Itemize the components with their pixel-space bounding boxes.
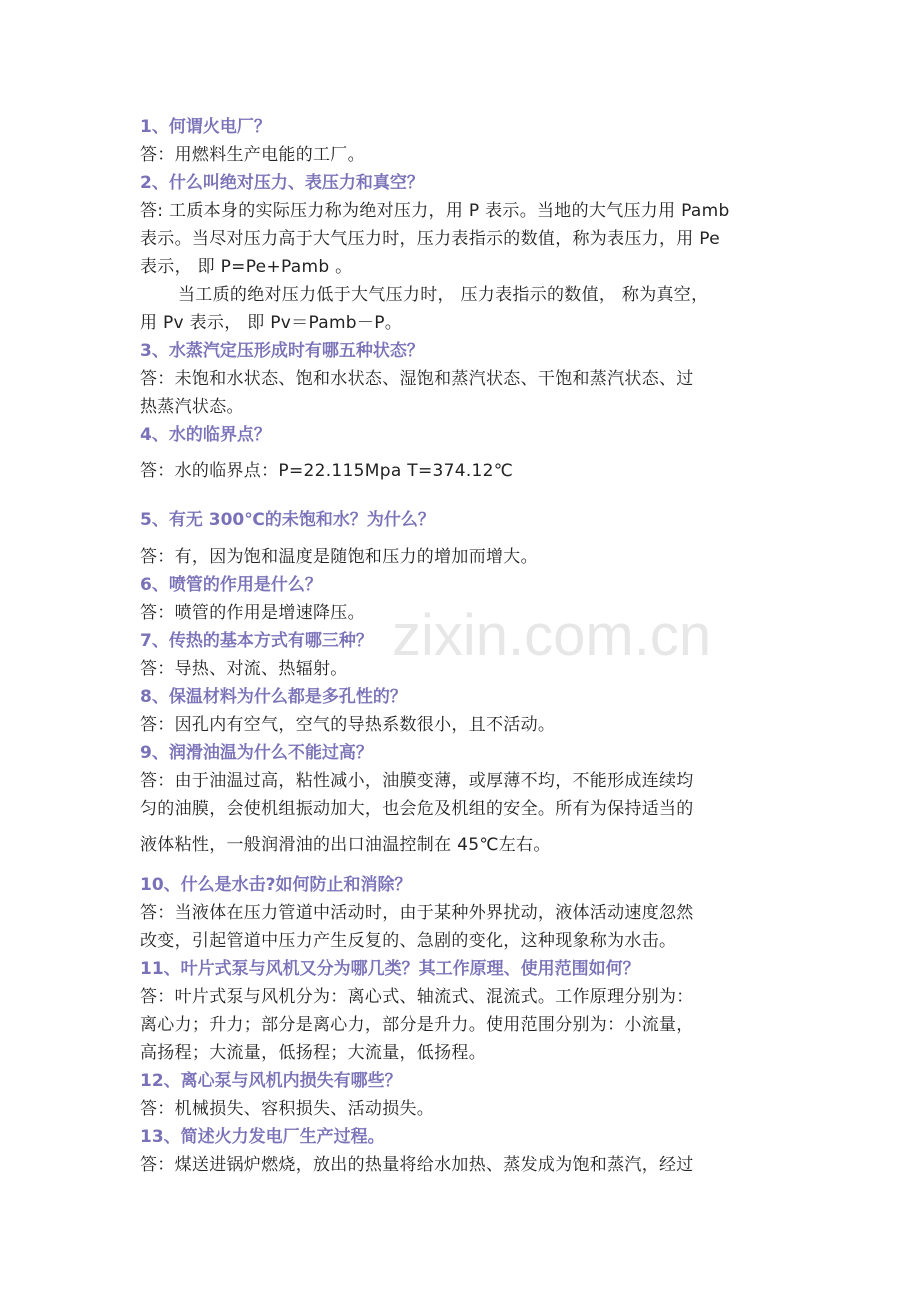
answer-11-line-1: 答：叶片式泵与风机分为：离心式、轴流式、混流式。工作原理分别为： — [140, 987, 694, 1007]
answer-2-line-1: 答: 工质本身的实际压力称为绝对压力，用 P 表示。当地的大气压力用 Pamb — [140, 201, 730, 221]
question-8: 8、保温材料为什么都是多孔性的？ — [140, 687, 407, 707]
answer-9-line-3: 液体粘性，一般润滑油的出口油温控制在 45℃左右。 — [140, 835, 551, 855]
question-6: 6、喷管的作用是什么？ — [140, 575, 322, 595]
question-1: 1、何谓火电厂？ — [140, 117, 271, 137]
answer-11-line-2: 离心力；升力；部分是离心力，部分是升力。使用范围分别为：小流量， — [140, 1015, 694, 1035]
watermark: zixin.com.cn — [392, 603, 712, 668]
answer-8: 答：因孔内有空气，空气的导热系数很小，且不活动。 — [140, 715, 556, 735]
answer-12: 答：机械损失、容积损失、活动损失。 — [140, 1099, 435, 1119]
answer-2-line-2: 表示。当尽对压力高于大气压力时，压力表指示的数值，称为表压力，用 Pe — [140, 229, 721, 249]
answer-2-line-5: 用 Pv 表示， 即 Pv＝Pamb－P。 — [140, 313, 403, 333]
question-11: 11、叶片式泵与风机又分为哪几类？其工作原理、使用范围如何？ — [140, 959, 640, 979]
answer-5: 答：有，因为饱和温度是随饱和压力的增加而增大。 — [140, 547, 538, 567]
question-3: 3、水蒸汽定压形成时有哪五种状态？ — [140, 341, 424, 361]
answer-10-line-2: 改变，引起管道中压力产生反复的、急剧的变化，这种现象称为水击。 — [140, 931, 677, 951]
question-7: 7、传热的基本方式有哪三种？ — [140, 631, 373, 651]
question-2: 2、什么叫绝对压力、表压力和真空？ — [140, 173, 424, 193]
answer-3-line-1: 答：未饱和水状态、饱和水状态、湿饱和蒸汽状态、干饱和蒸汽状态、过 — [140, 369, 694, 389]
answer-13-line-1: 答：煤送进锅炉燃烧，放出的热量将给水加热、蒸发成为饱和蒸汽，经过 — [140, 1155, 694, 1175]
answer-3-line-2: 热蒸汽状态。 — [140, 397, 244, 417]
answer-6: 答：喷管的作用是增速降压。 — [140, 603, 365, 623]
answer-9-line-2: 匀的油膜，会使机组振动加大，也会危及机组的安全。所有为保持适当的 — [140, 799, 694, 819]
answer-7: 答：导热、对流、热辐射。 — [140, 659, 348, 679]
answer-11-line-3: 高扬程；大流量，低扬程；大流量，低扬程。 — [140, 1043, 486, 1063]
question-13: 13、简述火力发电厂生产过程。 — [140, 1127, 385, 1147]
answer-4: 答：水的临界点：P=22.115Mpa T=374.12℃ — [140, 461, 514, 481]
question-10: 10、什么是水击?如何防止和消除？ — [140, 875, 412, 895]
question-4: 4、水的临界点？ — [140, 425, 271, 445]
question-5: 5、有无 300℃的未饱和水？为什么？ — [140, 510, 435, 530]
question-9: 9、润滑油温为什么不能过高？ — [140, 743, 373, 763]
question-12: 12、离心泵与风机内损失有哪些？ — [140, 1071, 402, 1091]
answer-2-line-3: 表示， 即 P=Pe+Pamb 。 — [140, 257, 353, 277]
answer-2-line-4: 当工质的绝对压力低于大气压力时， 压力表指示的数值， 称为真空， — [178, 285, 709, 305]
answer-1: 答：用燃料生产电能的工厂。 — [140, 145, 365, 165]
answer-9-line-1: 答：由于油温过高，粘性减小，油膜变薄，或厚薄不均，不能形成连续均 — [140, 771, 694, 791]
answer-10-line-1: 答：当液体在压力管道中活动时，由于某种外界扰动，液体活动速度忽然 — [140, 903, 694, 923]
